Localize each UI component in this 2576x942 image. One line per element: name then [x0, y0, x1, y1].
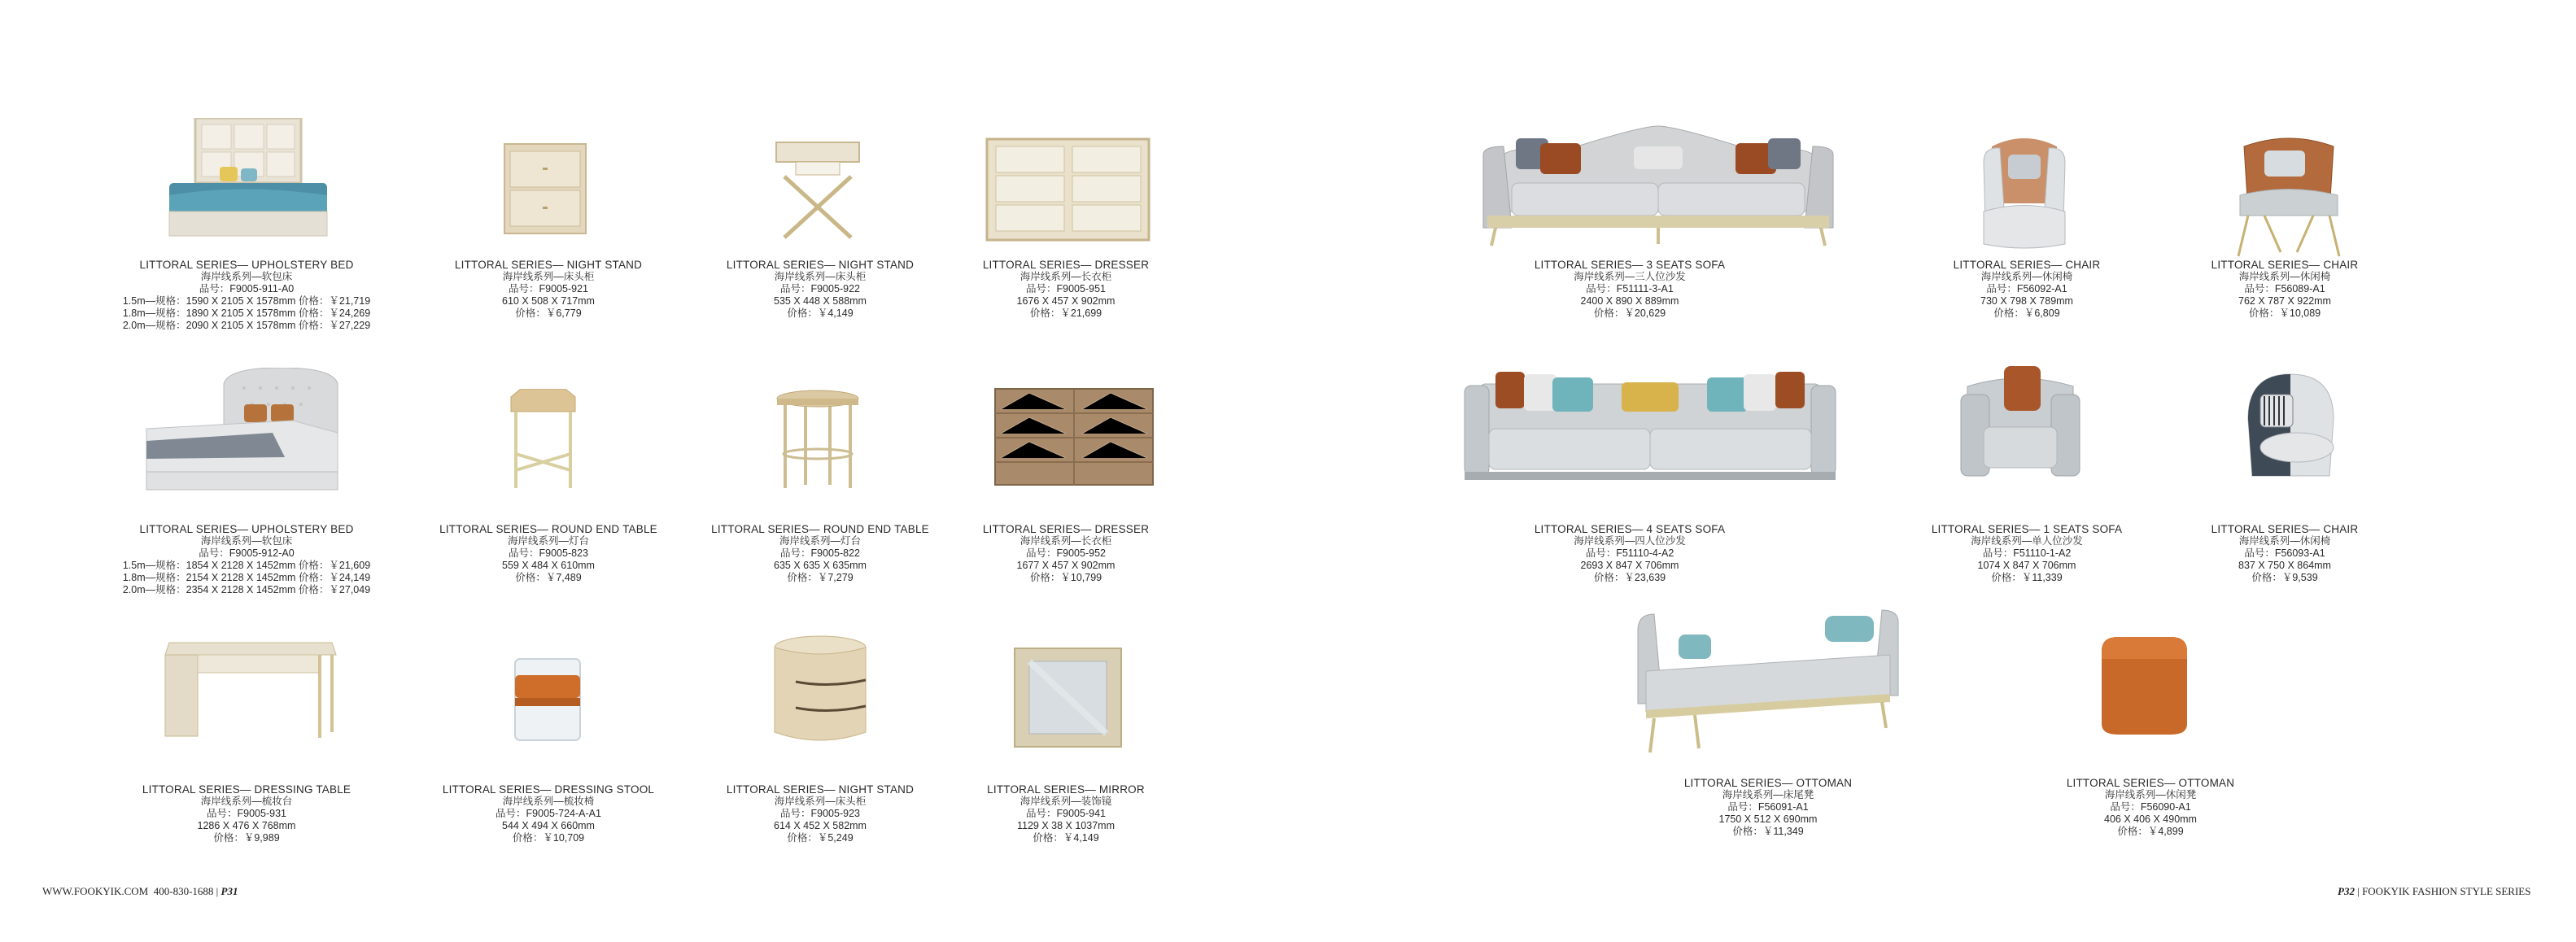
product-caption	[690, 783, 950, 844]
product-dimensions: 1676 X 457 X 902mm	[1016, 295, 1116, 307]
product-title: LITTORAL SERIES— CHAIR	[2211, 259, 2359, 271]
page-number: P31	[220, 885, 238, 897]
product-code: 品号：F9005-941	[1026, 808, 1106, 819]
night-stand-922-image	[773, 140, 862, 242]
product-code: 品号：F56090-A1	[2110, 801, 2191, 813]
product-code: 品号：F56093-A1	[2244, 547, 2325, 559]
product-code: 品号：F9005-911-A0	[199, 283, 295, 294]
product-dimensions: 1677 X 457 X 902mm	[1016, 560, 1116, 571]
product-dimensions: 1129 X 38 X 1037mm	[1017, 820, 1115, 831]
dresser-951-image	[985, 137, 1151, 242]
product-price: 价格：￥10,709	[512, 832, 585, 844]
product-price: 价格：￥11,349	[1732, 826, 1804, 837]
round-end-table-822-image	[773, 389, 862, 491]
page-number: P32	[2338, 885, 2355, 897]
product-chinese-name: 海岸线系列—休闲椅	[2238, 271, 2331, 282]
product-price: 价格：￥6,809	[1993, 307, 2060, 319]
product-spec: 1.8m—规格：2154 X 2128 X 1452mm 价格：￥24,149	[122, 572, 371, 583]
footer-separator: |	[216, 885, 219, 897]
product-price: 价格：￥6,779	[515, 307, 582, 319]
phone-number: 400-830-1688	[153, 885, 214, 897]
product-code: 品号：F56092-A1	[1986, 283, 2067, 294]
product-title: LITTORAL SERIES— 1 SEATS SOFA	[1931, 523, 2123, 535]
footer-right	[2338, 885, 2530, 898]
product-dimensions: 544 X 494 X 660mm	[502, 820, 595, 831]
product-price: 价格：￥5,249	[787, 832, 854, 844]
product-caption	[418, 259, 679, 320]
product-code: 品号：F9005-823	[509, 547, 588, 559]
product-price: 价格：￥4,899	[2117, 826, 2184, 837]
product-code: 品号：F9005-923	[780, 808, 860, 819]
footer-separator: |	[2357, 885, 2360, 897]
mirror-image	[1013, 647, 1123, 748]
product-caption	[2020, 777, 2281, 838]
footer-left	[42, 885, 238, 898]
product-chinese-name: 海岸线系列—软包床	[200, 535, 293, 547]
product-spec: 2.0m—规格：2090 X 2105 X 1578mm 价格：￥27,229	[122, 320, 371, 331]
product-title: LITTORAL SERIES— OTTOMAN	[1683, 777, 1853, 789]
dresser-952-image	[993, 386, 1155, 492]
product-dimensions: 762 X 787 X 922mm	[2238, 295, 2331, 307]
product-title: LITTORAL SERIES— UPHOLSTERY BED	[139, 523, 354, 535]
round-end-table-823-image	[504, 389, 582, 491]
product-price: 价格：￥7,489	[515, 572, 582, 583]
product-chinese-name: 海岸线系列—长衣柜	[1019, 535, 1112, 547]
product-chinese-name: 海岸线系列—装饰镜	[1019, 796, 1112, 807]
night-stand-923-image	[771, 635, 869, 748]
product-title: LITTORAL SERIES— DRESSER	[982, 259, 1150, 271]
product-dimensions: 1286 X 476 X 768mm	[197, 820, 296, 831]
product-spec: 1.5m—规格：1854 X 2128 X 1452mm 价格：￥21,609	[122, 560, 371, 571]
product-price: 价格：￥4,149	[1033, 832, 1099, 844]
product-chinese-name: 海岸线系列—床头柜	[774, 796, 867, 807]
product-title: LITTORAL SERIES— ROUND END TABLE	[439, 523, 657, 535]
product-title: LITTORAL SERIES— 4 SEATS SOFA	[1534, 523, 1726, 535]
product-dimensions: 614 X 452 X 582mm	[774, 820, 867, 831]
product-title: LITTORAL SERIES— NIGHT STAND	[454, 259, 643, 271]
product-code: 品号：F9005-912-A0	[199, 547, 295, 559]
product-code: 品号：F51110-4-A2	[1585, 547, 1674, 559]
product-title: LITTORAL SERIES— DRESSER	[982, 523, 1150, 535]
bench-ottoman-image	[1630, 606, 1906, 761]
product-chinese-name: 海岸线系列—休闲椅	[2238, 535, 2331, 547]
product-chinese-name: 海岸线系列—床头柜	[502, 271, 595, 282]
product-caption	[936, 783, 1196, 844]
product-price: 价格：￥23,639	[1593, 572, 1666, 583]
product-code: 品号：F9005-952	[1026, 547, 1106, 559]
product-title: LITTORAL SERIES— CHAIR	[1953, 259, 2101, 271]
product-price: 价格：￥20,629	[1593, 307, 1666, 319]
dressing-table-931-image	[161, 639, 340, 744]
website-link[interactable]: WWW.FOOKYIK.COM	[42, 885, 149, 897]
product-chinese-name: 海岸线系列—三人位沙发	[1574, 271, 1686, 282]
product-code: 品号：F9005-951	[1026, 283, 1106, 294]
product-caption	[2155, 523, 2415, 584]
product-caption	[690, 259, 950, 320]
product-title: LITTORAL SERIES— 3 SEATS SOFA	[1534, 259, 1726, 271]
product-caption	[116, 783, 377, 844]
chair-56089-image	[2232, 130, 2346, 260]
product-title: LITTORAL SERIES— ROUND END TABLE	[711, 523, 929, 535]
product-chinese-name: 海岸线系列—长衣柜	[1019, 271, 1112, 282]
product-chinese-name: 海岸线系列—床头柜	[774, 271, 867, 282]
product-title: LITTORAL SERIES— NIGHT STAND	[726, 783, 915, 796]
product-dimensions: 2693 X 847 X 706mm	[1580, 560, 1679, 571]
product-code: 品号：F9005-921	[509, 283, 588, 294]
product-dimensions: 635 X 635 X 635mm	[774, 560, 867, 571]
product-caption	[418, 783, 679, 844]
product-chinese-name: 海岸线系列—梳妆台	[200, 796, 293, 807]
product-caption	[690, 523, 950, 584]
upholstery-bed-911-image	[163, 118, 334, 240]
product-caption	[418, 523, 679, 584]
product-caption	[1638, 777, 1898, 838]
product-price: 价格：￥11,339	[1991, 572, 2063, 583]
product-spec: 1.8m—规格：1890 X 2105 X 1578mm 价格：￥24,269	[122, 307, 371, 319]
product-chinese-name: 海岸线系列—单人位沙发	[1971, 535, 2083, 547]
product-dimensions: 837 X 750 X 864mm	[2238, 560, 2331, 571]
product-price: 价格：￥10,799	[1029, 572, 1102, 583]
product-dimensions: 1074 X 847 X 706mm	[1977, 560, 2076, 571]
product-caption	[1500, 523, 1760, 584]
four-seat-sofa-image	[1463, 368, 1837, 483]
ottoman-56090-image	[2094, 630, 2195, 740]
product-code: 品号：F9005-922	[780, 283, 860, 294]
product-spec: 1.5m—规格：1590 X 2105 X 1578mm 价格：￥21,719	[122, 295, 371, 307]
product-dimensions: 406 X 406 X 490mm	[2104, 813, 2197, 825]
product-dimensions: 2400 X 890 X 889mm	[1580, 295, 1679, 307]
product-price: 价格：￥9,539	[2251, 572, 2318, 583]
chair-56092-image	[1976, 130, 2073, 251]
product-price: 价格：￥9,989	[213, 832, 280, 844]
product-caption	[936, 523, 1196, 584]
product-dimensions: 730 X 798 X 789mm	[1980, 295, 2073, 307]
product-title: LITTORAL SERIES— DRESSING TABLE	[142, 783, 351, 796]
product-chinese-name: 海岸线系列—灯台	[779, 535, 861, 547]
brand-series-name: FOOKYIK FASHION STYLE SERIES	[2362, 885, 2531, 897]
product-caption	[116, 259, 377, 332]
product-caption	[2155, 259, 2415, 320]
product-title: LITTORAL SERIES— UPHOLSTERY BED	[139, 259, 354, 271]
product-caption	[1897, 259, 2157, 320]
product-dimensions: 610 X 508 X 717mm	[502, 295, 595, 307]
product-caption	[936, 259, 1196, 320]
product-code: 品号：F9005-822	[780, 547, 860, 559]
product-dimensions: 559 X 484 X 610mm	[502, 560, 595, 571]
product-price: 价格：￥10,089	[2248, 307, 2321, 319]
catalog-page-right	[1288, 0, 2576, 942]
one-seat-sofa-image	[1959, 362, 2081, 484]
dressing-stool-image	[509, 651, 586, 744]
three-seat-sofa-image	[1479, 122, 1837, 252]
product-spec: 2.0m—规格：2354 X 2128 X 1452mm 价格：￥27,049	[122, 584, 371, 595]
chair-56093-image	[2240, 370, 2342, 484]
product-title: LITTORAL SERIES— CHAIR	[2211, 523, 2359, 535]
product-code: 品号：F9005-724-A-A1	[496, 808, 601, 819]
product-chinese-name: 海岸线系列—床尾凳	[1722, 789, 1814, 800]
product-chinese-name: 海岸线系列—灯台	[507, 535, 589, 547]
product-dimensions: 535 X 448 X 588mm	[774, 295, 867, 307]
product-code: 品号：F9005-931	[207, 808, 286, 819]
product-chinese-name: 海岸线系列—软包床	[200, 271, 293, 282]
product-code: 品号：F51111-3-A1	[1586, 283, 1674, 294]
night-stand-921-image	[500, 140, 590, 238]
product-code: 品号：F56089-A1	[2244, 283, 2325, 294]
product-title: LITTORAL SERIES— DRESSING STOOL	[442, 783, 655, 796]
product-chinese-name: 海岸线系列—梳妆椅	[502, 796, 595, 807]
product-price: 价格：￥21,699	[1029, 307, 1102, 319]
product-code: 品号：F56091-A1	[1727, 801, 1809, 813]
product-chinese-name: 海岸线系列—休闲椅	[1980, 271, 2073, 282]
product-caption	[116, 523, 377, 596]
product-price: 价格：￥4,149	[787, 307, 854, 319]
product-price: 价格：￥7,279	[787, 572, 854, 583]
product-title: LITTORAL SERIES— MIRROR	[987, 783, 1145, 796]
product-chinese-name: 海岸线系列—休闲凳	[2104, 789, 2197, 800]
product-title: LITTORAL SERIES— NIGHT STAND	[726, 259, 915, 271]
product-chinese-name: 海岸线系列—四人位沙发	[1574, 535, 1686, 547]
upholstery-bed-912-image	[142, 368, 350, 498]
product-title: LITTORAL SERIES— OTTOMAN	[2066, 777, 2235, 789]
product-dimensions: 1750 X 512 X 690mm	[1718, 813, 1818, 825]
product-caption	[1897, 523, 2157, 584]
product-caption	[1500, 259, 1760, 320]
product-code: 品号：F51110-1-A2	[1982, 547, 2072, 559]
